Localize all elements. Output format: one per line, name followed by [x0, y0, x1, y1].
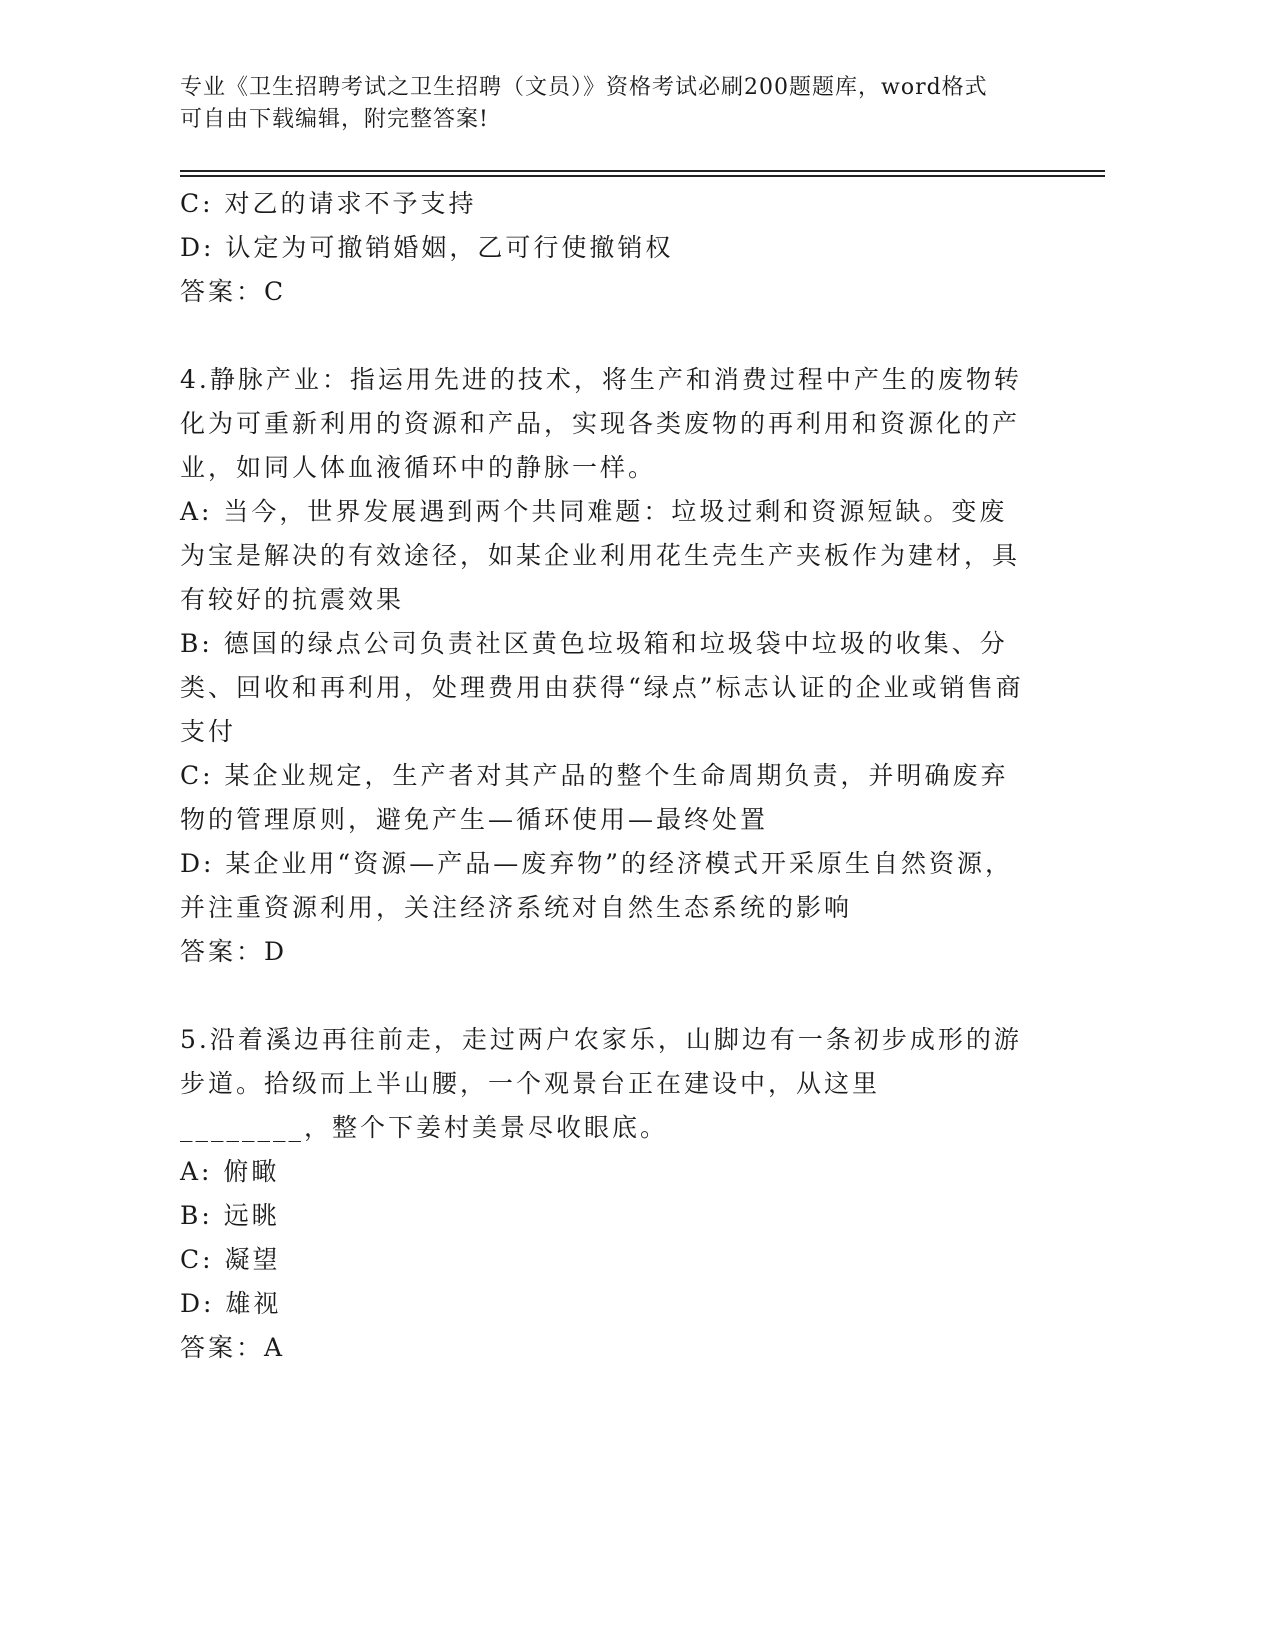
q5-option-b: B: 远眺 [180, 1201, 280, 1230]
q4-option-d: D: 某企业用“资源—产品—废弃物”的经济模式开采原生自然资源，并注重资源利用，关注经济系统对自然生态系统的影响 [180, 849, 1013, 922]
q4-answer: 答案：D [180, 937, 288, 966]
spacer [180, 974, 1030, 1018]
q5-answer: 答案：A [180, 1333, 286, 1362]
q5-option-d: D: 雄视 [180, 1289, 282, 1318]
header-line-2: 可自由下载编辑，附完整答案! [180, 107, 489, 132]
spacer [180, 314, 1030, 358]
question-5 [180, 1018, 1030, 1370]
q5-option-c: C: 凝望 [180, 1245, 281, 1274]
header-rule-top [180, 170, 1105, 172]
question-4 [180, 358, 1030, 974]
q4-option-b: B: 德国的绿点公司负责社区黄色垃圾箱和垃圾袋中垃圾的收集、分类、回收和再利用，处理费用由获得“绿点”标志认证的企业或销售商支付 [180, 629, 1024, 746]
header-line-1: 专业《卫生招聘考试之卫生招聘（文员）》资格考试必刷200题题库，word格式 [180, 75, 988, 100]
q3-option-d: D: 认定为可撤销婚姻，乙可行使撤销权 [180, 233, 674, 262]
q3-answer: 答案：C [180, 277, 287, 306]
q5-stem: 5.沿着溪边再往前走，走过两户农家乐，山脚边有一条初步成形的游步道。拾级而上半山腰，一个观景台正在建设中，从这里________，整个下姜村美景尽收眼底。 [180, 1025, 1022, 1142]
header-rule-bottom [180, 175, 1105, 177]
q4-option-a: A: 当今，世界发展遇到两个共同难题：垃圾过剩和资源短缺。变废为宝是解决的有效途径，如某企业利用花生壳生产夹板作为建材，具有较好的抗震效果 [180, 497, 1021, 614]
q5-option-a: A: 俯瞰 [180, 1157, 280, 1186]
q3-option-c: C: 对乙的请求不予支持 [180, 189, 477, 218]
q4-option-c: C: 某企业规定，生产者对其产品的整个生命周期负责，并明确废弃物的管理原则，避免产生—循环使用—最终处置 [180, 761, 1009, 834]
question-content [180, 182, 1030, 1370]
q4-stem: 4.静脉产业：指运用先进的技术，将生产和消费过程中产生的废物转化为可重新利用的资源和产品，实现各类废物的再利用和资源化的产业，如同人体血液循环中的静脉一样。 [180, 365, 1022, 482]
document-header [180, 72, 1040, 136]
question-3-continuation [180, 182, 1030, 314]
